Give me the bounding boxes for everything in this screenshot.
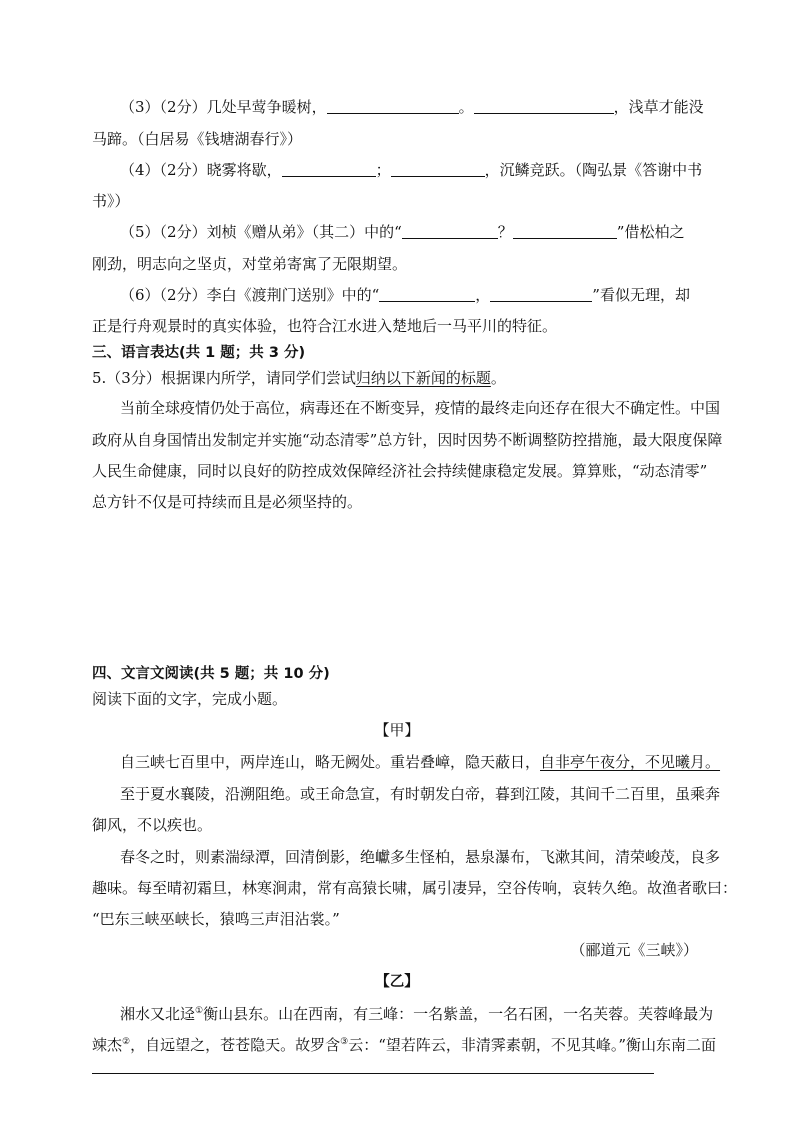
poem-6-line-2: 正是行舟观景时的真实体验，也符合江水进入楚地后一马平川的特征。 [92, 317, 558, 335]
jia-paragraph-2: 至于夏水襄陵，沿溯阻绝。或王命急宣，有时朝发白帝，暮到江陵，其间千二百里，虽乘奔 [120, 785, 721, 803]
footnote-marker: ③ [340, 1037, 349, 1047]
answer-blank[interactable] [490, 286, 592, 302]
passage-jia-label: 【甲】 [374, 721, 420, 739]
passage-yi-label: 【乙】 [375, 974, 419, 990]
jia-paragraph-2: 御风，不以疾也。 [92, 816, 213, 834]
answer-blank[interactable] [282, 161, 376, 177]
answer-blank[interactable] [327, 98, 459, 114]
footer-rule [92, 1073, 654, 1074]
yi-line-2: 竦杰②，自远望之，苍苍隐天。故罗含③云：“望若阵云，非清霁素朝，不见其峰。”衡山东南二面 [92, 1036, 717, 1054]
jia-paragraph-3: 春冬之时，则素湍绿潭，回清倒影，绝巘多生怪柏，悬泉瀑布，飞漱其间，清荣峻茂，良多 [120, 848, 721, 866]
poem-5-line-2: 刚劲，明志向之坚贞，对堂弟寄寓了无限期望。 [92, 255, 408, 273]
section-4-heading: 四、文言文阅读(共 5 题；共 10 分) [92, 666, 330, 682]
poem-5-line-1: （5）（2分）刘桢《赠从弟》（其二）中的“ ？ ”借松柏之 [120, 223, 685, 241]
reading-intro: 阅读下面的文字，完成小题。 [92, 690, 288, 708]
jia-paragraph-1: 自三峡七百里中，两岸连山，略无阙处。重岩叠嶂，隐天蔽日，自非亭午夜分，不见曦月。 [120, 753, 721, 771]
jia-paragraph-3: “巴东三峡巫峡长，猿鸣三声泪沾裳。” [92, 910, 340, 928]
poem-3-line-1: （3）（2分）几处早莺争暖树， 。 ，浅草才能没 [120, 98, 704, 116]
answer-blank[interactable] [474, 98, 614, 114]
section-3-heading: 三、语言表达(共 1 题；共 3 分) [92, 345, 306, 361]
footnote-marker: ② [122, 1037, 131, 1047]
jia-source: （郦道元《三峡》） [570, 941, 698, 959]
poem-6-line-1: （6）（2分）李白《渡荆门送别》中的“ ， ”看似无理，却 [120, 286, 690, 304]
news-line: 总方针不仅是可持续而且是必须坚持的。 [92, 493, 363, 511]
poem-4-line-2: 书》） [92, 192, 130, 210]
news-line: 人民生命健康，同时以良好的防控成效保障经济社会持续健康稳定发展。算算账，“动态清零” [92, 462, 708, 480]
poem-4-line-1: （4）（2分）晓雾将歇， ； ，沉鳞竞跃。（陶弘景《答谢中书 [120, 161, 703, 179]
footnote-marker: ① [195, 1006, 204, 1016]
jia-paragraph-3: 趣味。每至晴初霜旦，林寒涧肃，常有高猿长啸，属引凄异，空谷传响，哀转久绝。故渔者歌曰： [92, 879, 738, 897]
answer-blank[interactable] [379, 286, 475, 302]
answer-blank[interactable] [513, 223, 617, 239]
yi-line-1: 湘水又北迳①衡山县东。山在西南，有三峰：一名紫盖，一名石囷，一名芙蓉。芙蓉峰最为 [120, 1005, 714, 1023]
answer-blank[interactable] [402, 223, 498, 239]
question-5: 5.（3分）根据课内所学，请同学们尝试归纳以下新闻的标题。 [92, 369, 506, 387]
poem-3-line-2: 马蹄。（白居易《钱塘湖春行》） [92, 130, 303, 148]
news-line: 政府从自身国情出发制定并实施“动态清零”总方针，因时因势不断调整防控措施，最大限度保障 [92, 431, 723, 449]
news-line: 当前全球疫情仍处于高位，病毒还在不断变异，疫情的最终走向还存在很大不确定性。中国 [120, 399, 721, 417]
answer-blank[interactable] [391, 161, 485, 177]
